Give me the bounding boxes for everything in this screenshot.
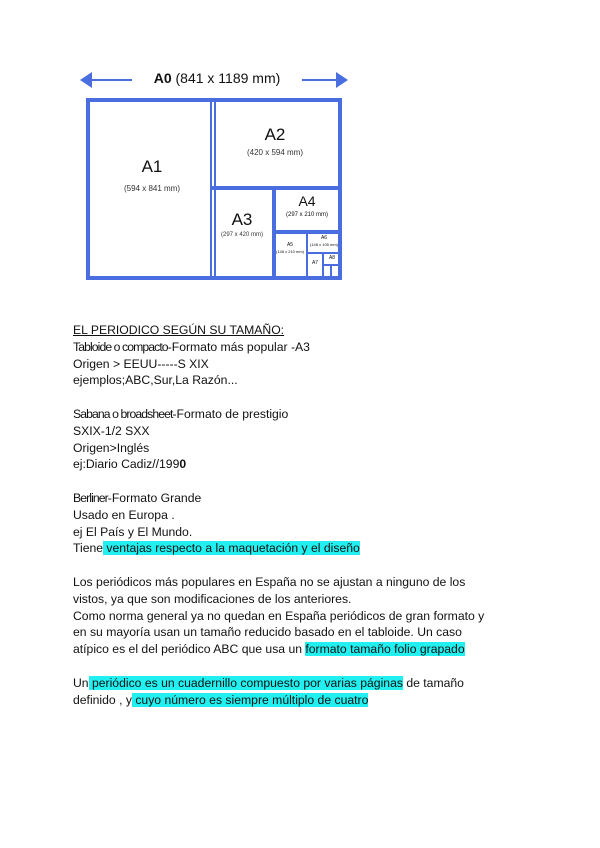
- a5-dims: (148 x 210 mm): [275, 249, 304, 254]
- sabana-period: SXIX-1/2 SXX: [73, 423, 150, 438]
- a3-label: A3: [231, 210, 253, 229]
- tabloide-line: [73, 339, 533, 356]
- berliner-advantage: Tiene ventajas respecto a la maquetación y el diseño: [73, 541, 360, 556]
- a1-dims: (594 x 841 mm): [123, 184, 181, 193]
- berliner-example: ej El País y El Mundo.: [73, 524, 193, 539]
- a1-label: A1: [141, 157, 163, 176]
- sabana-line: [73, 406, 533, 423]
- sabana-desc: -Formato de prestigio: [172, 406, 289, 421]
- a2-label: A2: [264, 125, 286, 144]
- paragraph-1-line-4: en su mayoría usan un tamaño reducido basado en el tabloide. Un caso: [73, 625, 462, 640]
- a6-dims: (148 x 105 mm): [309, 242, 338, 247]
- paper-size-diagram: [80, 70, 350, 282]
- paragraph-2-line-2: definido , y cuyo número es siempre múltiplo de cuatro: [73, 692, 369, 707]
- berliner-desc: -Formato Grande: [107, 490, 202, 505]
- a4-box: [272, 186, 342, 234]
- paragraph-1-line-3: Como norma general ya no quedan en España periódicos de gran formato y: [73, 608, 485, 623]
- berliner-line: [73, 490, 533, 507]
- a5-box: [272, 230, 308, 280]
- a10-box: [330, 264, 342, 280]
- tabloide-origin: Origen > EEUU-----S XIX: [73, 356, 209, 371]
- document-body: [73, 322, 533, 708]
- a2-box: [210, 98, 342, 190]
- sabana-origin: Origen>Inglés: [73, 440, 150, 455]
- highlight: ventajas respecto a la maquetación y el diseño: [103, 541, 360, 556]
- arrow-right-line: [302, 79, 338, 81]
- a5-label: A5: [286, 242, 294, 248]
- a6-box: [306, 230, 342, 254]
- a3-dims: (297 x 420 mm): [220, 232, 263, 238]
- sabana-example: ej:Diario Cadiz//1990: [73, 457, 187, 472]
- highlight: cuyo número es siempre múltiplo de cuatro: [131, 692, 369, 707]
- paragraph-2-line-1: Un periódico es un cuadernillo compuesto por varias páginas de tamaño: [73, 675, 464, 690]
- arrow-right-icon: [336, 72, 348, 88]
- berliner-label: Berliner: [73, 490, 108, 505]
- a4-dims: (297 x 210 mm): [285, 212, 328, 218]
- tabloide-examples: ejemplos;ABC,Sur,La Razón...: [73, 373, 238, 388]
- a6-label: A6: [320, 235, 328, 241]
- sabana-label: Sabana o broadsheet: [73, 406, 173, 421]
- a0-title: A0 (841 x 1189 mm): [153, 70, 281, 86]
- a2-dims: (420 x 594 mm): [246, 148, 304, 157]
- tabloide-desc: -Formato más popular -A3: [167, 339, 310, 354]
- a7-label: A7: [311, 260, 319, 266]
- a4-label: A4: [298, 193, 316, 209]
- paragraph-1-line-5: atípico es el del periódico ABC que usa un formato tamaño folio grapado: [73, 642, 465, 657]
- paragraph-1-line-1: Los periódicos más populares en España no se ajustan a ninguno de los: [73, 574, 466, 589]
- a1-box: [86, 98, 216, 280]
- arrow-left-line: [88, 79, 132, 81]
- a8-label: A8: [328, 255, 336, 261]
- section-heading: EL PERIODICO SEGÚN SU TAMAÑO:: [73, 323, 285, 337]
- paragraph-1-line-2: vistos, ya que son modificaciones de los anteriores.: [73, 591, 352, 606]
- highlight: periódico es un cuadernillo compuesto por varias páginas: [88, 675, 403, 690]
- tabloide-label: Tabloide o compacto: [73, 339, 168, 354]
- highlight: formato tamaño folio grapado: [305, 642, 465, 657]
- a3-box: [210, 186, 276, 280]
- berliner-usage: Usado en Europa .: [73, 507, 175, 522]
- arrow-left-icon: [80, 72, 92, 88]
